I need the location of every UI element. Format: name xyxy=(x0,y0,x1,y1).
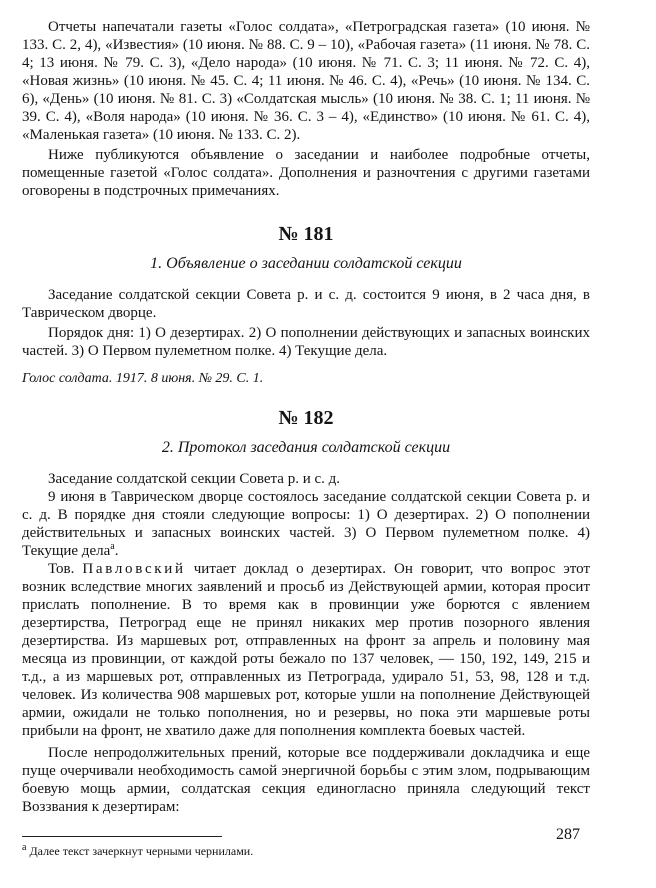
doc182-paragraph-1: Заседание солдатской секции Совета р. и с. д. xyxy=(48,471,341,487)
footnote-text: Далее текст зачеркнут черными чернилами. xyxy=(29,844,254,858)
footnote-divider xyxy=(22,836,222,837)
document-181-number: № 181 xyxy=(278,223,334,245)
speaker-name: Павловский xyxy=(82,561,186,577)
doc182-paragraph-4: После непродолжительных прений, которые все поддерживали докладчика и еще пуще очерчивали необходимость самой энергичной борьбы с этим злом, подрывающим боевую мощь армии, солдатская секция единогласно приняла следующий текст Воззвания к дезертирам: xyxy=(22,745,590,815)
doc182-paragraph-2-text: 9 июня в Таврическом дворце состоялось заседание солдатской секции Совета р. и с. д. В порядке дня стояли следующие вопросы: 1) О дезертирах. 2) О пополнении действительных и запасных воинских частей. 3) О Первом пулеметном полке. 4) Текущие дела xyxy=(22,489,590,559)
document-182-title: 2. Протокол заседания солдатской секции xyxy=(161,439,451,456)
doc182-p3-body: читает доклад о дезертирах. Он говорит, что вопрос этот возник вследствие многих заявлений и просьб из Действующей армии, которая просит прислать пополнение. В то время как в провинции уже борются с явлением дезертирства, Петроград еще не принял никаких мер против позорного явления дезертирства. Из маршевых рот, отправленных на фронт за апрель и половину мая месяца из провинции, от каждой роты бежало по 137 человек, — 150, 192, 149, 215 и т.д., а из маршевых рот, отправленных из Петрограда, удирало 51, 53, 98, 128 и т.д. человек. Из количества 908 маршевых рот, которые ушли на пополнение Действующей армии, ожидали не только пополнения, но и резервы, но пока эти маршевые роты прибыли на фронт, не хватило даже для пополнения комплекта боевых частей. xyxy=(22,561,591,739)
doc181-source: Голос солдата. 1917. 8 июня. № 29. С. 1. xyxy=(22,371,264,386)
text-column xyxy=(22,18,590,859)
footnote-mark: а xyxy=(22,842,27,853)
document-182-number: № 182 xyxy=(278,407,334,429)
doc181-paragraph-1: Заседание солдатской секции Совета р. и с. д. состоится 9 июня, в 2 часа дня, в Таврическом дворце. xyxy=(22,287,590,321)
intro-paragraph-2: Ниже публикуются объявление о заседании и наиболее подробные отчеты, помещенные газетой «Голос солдата». Дополнения и разночтения с другими газетами оговорены в подстрочных примечаниях. xyxy=(22,147,590,199)
footnote xyxy=(22,843,590,859)
doc182-p3-prefix: Тов. xyxy=(48,561,75,577)
page-number: 287 xyxy=(556,826,580,843)
document-181-title: 1. Объявление о заседании солдатской секции xyxy=(150,255,462,272)
doc182-paragraph-3 xyxy=(22,560,590,740)
doc181-paragraph-2: Порядок дня: 1) О дезертирах. 2) О пополнении действующих и запасных воинских частей. 3) О Первом пулеметном полке. 4) Текущие дела. xyxy=(22,325,590,359)
doc182-paragraph-2: 9 июня в Таврическом дворце состоялось заседание солдатской секции Совета р. и с. д. В порядке дня стояли следующие вопросы: 1) О дезертирах. 2) О пополнении действительных и запасных воинских частей. 3) О Первом пулеметном полке. 4) Текущие дела$^а$. xyxy=(22,489,590,559)
footnote-reference: а xyxy=(110,541,115,552)
intro-paragraph-1: Отчеты напечатали газеты «Голос солдата», «Петроградская газета» (10 июня. № 133. С. 2, 4), «Известия» (10 июня. № 88. С. 9 – 10), «Рабочая газета» (11 июня. № 78. С. 4; 13 июня. № 79. С. 3), «Дело народа» (10 июня. № 71. С. 3; 11 июня. № 72. С. 4), «Новая жизнь» (10 июня. № 45. С. 4; 11 июня. № 46. С. 4), «Речь» (10 июня. № 134. С. 6), «День» (10 июня. № 81. С. 3) «Солдатская мысль» (10 июня. № 38. С. 1; 11 июня. № 39. С. 4), «Воля народа» (10 июня. № 36. С. 3 – 4), «Единство» (10 июня. № 61. С. 4), «Маленькая газета» (10 июня. № 133. С. 2). xyxy=(22,19,590,143)
